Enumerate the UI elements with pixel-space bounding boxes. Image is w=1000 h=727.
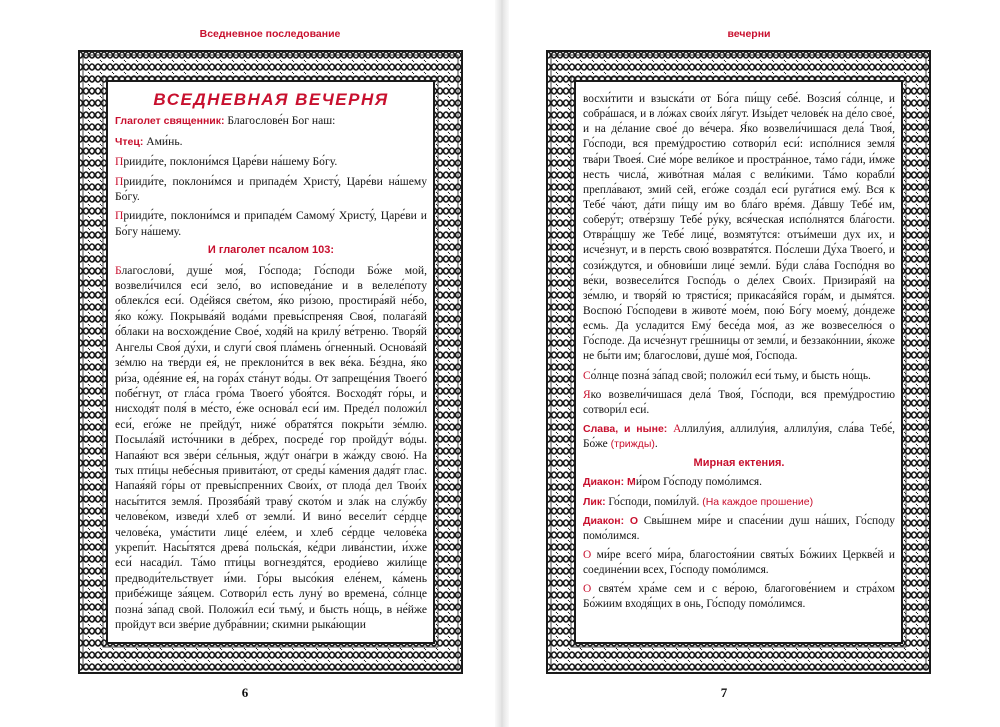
running-head-right: вечерни	[727, 28, 771, 40]
psalm-103-text: лагослови́, душе́ моя́, Го́спода; Го́споди Бо́же мой, возвели́чился еси́ зело́, во исповеда́ние и в велеле́поту облекл́ся еси́. Оде́йяся све́том, я́ко ри́зою, простира́яй не́бо, я́ко ко́жу. Покрыва́яй вода́ми превы́спреняя Своя́, полага́яй о́блаки на восхожде́ние Свое́, ходя́й на крилу́ ве́треню. Творя́й Ангелы Своя́ ду́хи, и слуги́ своя́ пла́мень о́гненный. Основа́яй зе́млю на тве́рди ея́, не преклони́тся в век ве́ка. Бе́здна, я́ко ри́за, оде́яние ея́, на гора́х ста́нут во́ды. От запреще́ния Твоего́ побе́гнут, от гла́са гро́ма Твоего́ убоя́тся. Восходя́т го́ры, и нисходя́т поля́ в ме́сто, е́же основа́л еси́ им. Преде́л положи́л еси́, его́же не прейду́т, ниже́ обратя́тся покры́ти зе́млю. Посыла́яй исто́чники в де́брех, посреде́ гор пройду́т во́ды. Напая́ют вся зве́ри се́льныя, жду́т она́гри в жа́жду свою́. На тых пти́цы небе́сныя привита́ют, от среды́ ка́мения дадя́т глас. Напая́яй го́ры от превы́спренних Свои́х, от плода́ дел Твои́х насы́тится земля́. Прозяба́яй траву́ ското́м и зла́к на слу́жбу челове́ком, изведи́ хлеб от земли́. И вино́ весели́т се́рдце челове́ка, ума́стити лице́ еле́ем, и хлеб се́рдце челове́ка укрепи́т. Насы́тятся древа́ польска́я, ке́дри лива́нстии, и́хже еси́ насади́л. Та́мо пти́цы вогнездя́тся, ероди́ево жили́ще предводи́тельствует и́ми. Го́ры высо́кия еле́нем, ка́мень прибе́жище за́яцем. Сотвори́л есть луну́ во времена́, со́лнце позна́ за́пад свой. Положи́л еси́ тьму́, и бысть но́щь, в не́йже пройдут вси зве́рие дубра́внии; скимни рыка́ющии	[115, 263, 427, 631]
reader-line	[115, 134, 427, 150]
drop-cap: А	[667, 422, 682, 435]
page-number-left: 6	[241, 685, 249, 700]
choir-note: (На каждое прошение)	[699, 495, 814, 508]
deacon-petition-2	[583, 514, 895, 544]
petition-2-text: Свы́шнем ми́ре и спасе́нии душ на́ших, Го́споду помо́лимся.	[583, 514, 895, 542]
petition-3	[583, 548, 895, 578]
thrice-note: (трижды)	[607, 438, 655, 451]
petition-4	[583, 582, 895, 612]
glory-label: Слава, и ныне:	[583, 422, 668, 435]
invitatory-1	[115, 154, 427, 169]
left-text-block	[115, 92, 427, 636]
psalm-103-continued: восхи́тити и взыска́ти от Бо́га пи́щу себе́. Возсия́ со́лнце, и собра́шася, и в ло́жах свои́х ля́гут. Изы́дет челове́к на де́ло свое́, и на де́лание свое́ до ве́чера. Я́ко возвели́чишася дела́ Твоя́, Го́споди, вся прему́дростию сотвори́л еси́: испо́лнися земля́ тва́ри Твоея́. Сие́ мо́ре вели́кое и простра́нное, та́мо га́ди, и́мже несть числа́, живо́тная ма́лая с вели́кими. Та́мо корабли́ препла́вают, змий сей, его́же созда́л еси́ руга́тися ему́. Вся к Тебе́ ча́ют, да́ти пи́щу им во бла́го вре́мя. Да́вшу Тебе́ им, соберу́т; отве́рзшу Тебе́ ру́ку, вся́ческая испо́лнятся бла́гости. Отвра́щшу же Тебе́ лице́, возмяту́тся: отъи́меши дух их, и исче́знут, и в персть свою́ возвратя́тся. По́слеши Ду́ха Твоего́, и сози́ждутся, и обнови́ши лице́ земли́. Бу́ди сла́ва Госпо́дня во ве́ки, возвесели́тся Госпо́дь о де́лех Свои́х. Призира́яй на зе́млю, и творя́й ю трясти́ся; прикаса́яйся гора́м, и дымя́тся. Воспою́ Го́сподеви в животе́ мое́м, пою́ Бо́гу моему́, до́ндеже есмь. Да усладится Ему́ бесе́да моя́, аз же возвеселю́ся о Го́споде. Да исче́знут гре́шницы от земли́, и беззако́ннии, я́коже не бы́ти им; благослови́, душе́ моя́, Го́спода.	[583, 93, 895, 363]
choir-label: Лик:	[583, 495, 606, 508]
litany-heading: Мирная ектения.	[693, 457, 785, 470]
page-number-right: 7	[720, 685, 728, 700]
service-title: ВСЕДНЕВНАЯ ВЕЧЕРНЯ	[153, 90, 389, 109]
drop-cap: П	[115, 209, 124, 223]
reader-text: Ами́нь.	[143, 134, 183, 148]
book-gutter	[495, 0, 509, 727]
drop-cap: О	[583, 548, 592, 561]
choir-text: Го́споди, поми́луй.	[605, 495, 700, 508]
right-text-block	[583, 92, 895, 617]
priest-label: Глаголет священник:	[115, 115, 225, 128]
refrain-2-text: ко возвели́чишася дела́ Твоя́, Го́споди, вся прему́дростию сотвори́л еси́.	[583, 388, 895, 416]
drop-cap: Я	[583, 388, 591, 401]
drop-cap: П	[115, 174, 124, 188]
psalm-heading: И глаголет псалом 103:	[207, 244, 335, 257]
invitatory-2	[115, 174, 427, 205]
deacon-label: Диакон: М	[583, 476, 636, 489]
glory-end: .	[654, 438, 658, 451]
invitatory-2-text: рииди́те, поклони́мся и припаде́м Христу́, Царе́ви на́шему Бо́гу.	[115, 174, 427, 204]
deacon-petition-1	[583, 475, 895, 490]
glory-text: ллилу́ия, аллилу́ия, аллилу́ия, сла́ва Тебе́, Бо́же	[583, 422, 895, 451]
drop-cap: О	[583, 583, 592, 596]
reader-label: Чтец:	[115, 135, 144, 148]
invitatory-1-text: рииди́те, поклони́мся Царе́ви на́шему Бо́гу.	[123, 155, 338, 169]
drop-cap: С	[583, 369, 591, 382]
right-page	[509, 0, 1000, 727]
running-head-left: Вседневное последование	[199, 28, 341, 40]
priest-line	[115, 113, 427, 129]
petition-4-text: святе́м хра́ме сем и с ве́рою, благогове́нием и стра́хом Бо́жиим входя́щих в онь, Го́споду помо́лимся.	[583, 583, 895, 611]
choir-response	[583, 495, 895, 510]
refrain-2	[583, 388, 895, 418]
petition-3-text: ми́ре всего́ ми́ра, благостоя́нии святы́х Бо́жиих Церкве́й и соедине́нии всех, Го́споду помо́лимся.	[583, 548, 895, 577]
petition-1-text: и́ром Го́споду помо́лимся.	[635, 476, 763, 489]
refrain-1	[583, 369, 895, 384]
drop-cap: П	[115, 155, 124, 169]
psalm-103	[115, 263, 427, 633]
refrain-1-text: о́лнце позна́ за́пад свой; положи́л еси́ тьму, и бысть но́щь.	[590, 369, 871, 382]
priest-text: Благослове́н Бог наш:	[224, 114, 336, 128]
invitatory-3	[115, 208, 427, 239]
deacon-label: Диакон: О	[583, 514, 639, 527]
invitatory-3-text: рииди́те, поклони́мся и припаде́м Самому́ Христу́, Царе́ви и Бо́гу на́шему.	[115, 209, 427, 238]
glory-line	[583, 422, 895, 452]
drop-cap: Б	[115, 263, 122, 277]
left-page	[0, 0, 495, 727]
